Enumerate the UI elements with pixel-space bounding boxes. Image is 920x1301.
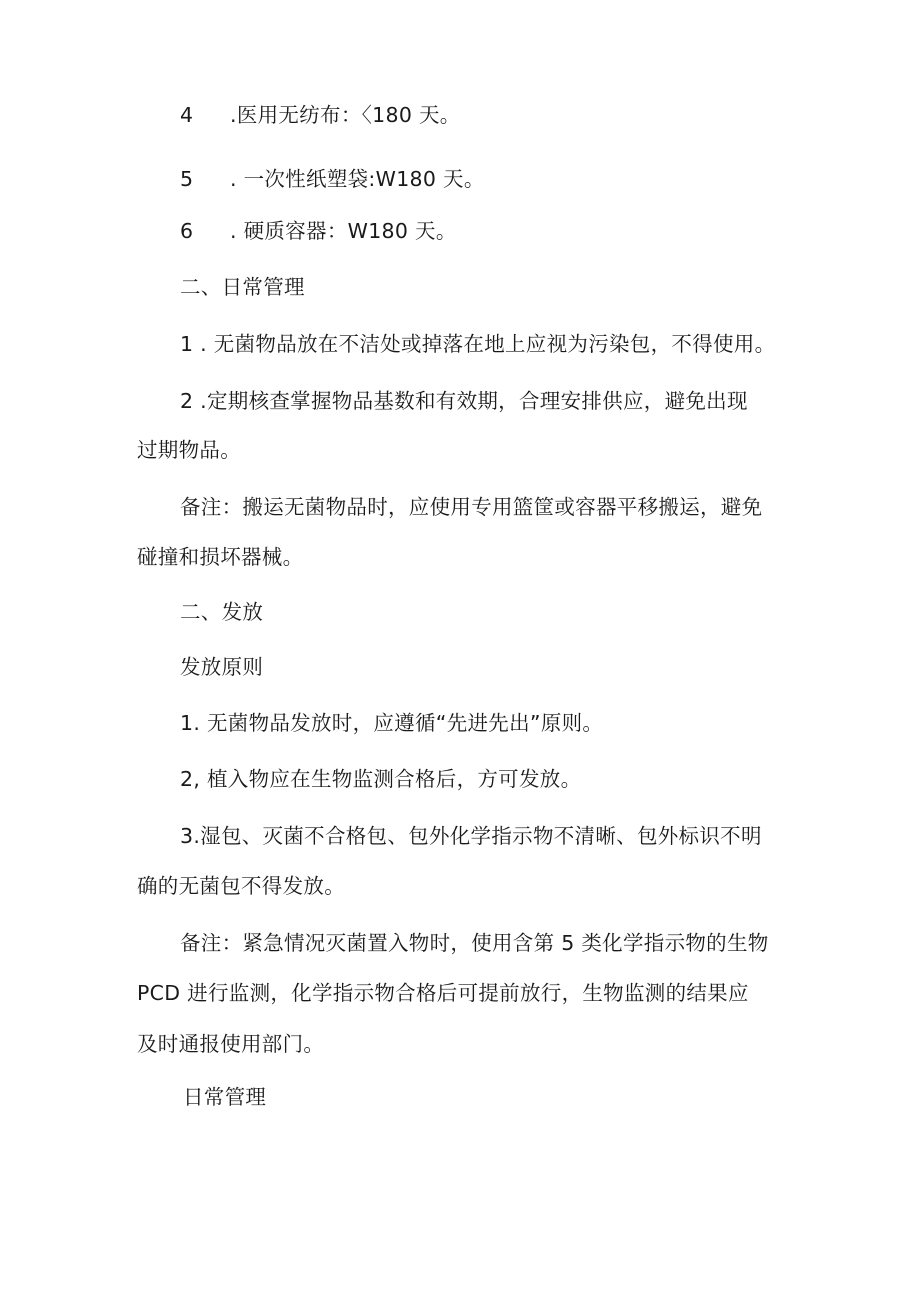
paragraph-release-1: 1. 无菌物品发放时，应遵循“先进先出”原则。 [180, 711, 604, 735]
item-text: .医用无纺布：〈180 天。 [230, 103, 461, 127]
item-text: . 一次性纸塑袋:W180 天。 [230, 167, 485, 191]
list-item-5 [180, 165, 485, 193]
note-2-line-2: PCD 进行监测，化学指示物合格后可提前放行，生物监测的结果应 [137, 981, 749, 1005]
paragraph-release-2: 2, 植入物应在生物监测合格后，方可发放。 [180, 767, 582, 791]
item-number: 5 [180, 167, 194, 191]
item-number: 6 [180, 219, 194, 243]
paragraph-release-3-line-2: 确的无菌包不得发放。 [137, 874, 345, 898]
list-item-6 [180, 217, 457, 245]
note-2-line-3: 及时通报使用部门。 [137, 1032, 325, 1056]
item-text: . 硬质容器：W180 天。 [230, 219, 457, 243]
note-1-line-2: 碰撞和损坏器械。 [137, 545, 304, 569]
subheading-release-principle: 发放原则 [180, 655, 264, 679]
section-heading-daily-management: 二、日常管理 [180, 275, 305, 299]
list-item-4 [180, 101, 461, 129]
paragraph-release-3-line-1: 3.湿包、灭菌不合格包、包外化学指示物不清晰、包外标识不明 [180, 824, 762, 848]
note-1-line-1: 备注：搬运无菌物品时，应使用专用篮筐或容器平移搬运，避免 [180, 495, 763, 519]
note-2-line-1: 备注：紧急情况灭菌置入物时，使用含第 5 类化学指示物的生物 [180, 931, 769, 955]
paragraph-daily-1: 1 . 无菌物品放在不洁处或掉落在地上应视为污染包，不得使用。 [180, 332, 776, 356]
paragraph-daily-2-line-2: 过期物品。 [137, 438, 241, 462]
paragraph-daily-2-line-1: 2 .定期核查掌握物品基数和有效期，合理安排供应，避免出现 [180, 389, 748, 413]
item-number: 4 [180, 103, 194, 127]
section-heading-daily-management-2: 日常管理 [183, 1085, 267, 1109]
section-heading-release: 二、发放 [180, 600, 264, 624]
